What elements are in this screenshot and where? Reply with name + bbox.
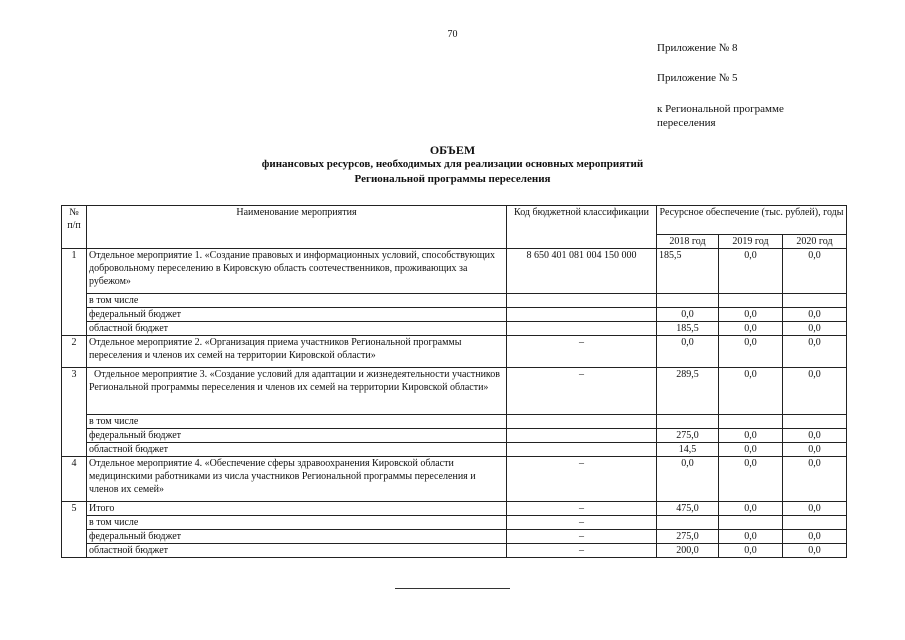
- row-num: 2: [62, 336, 87, 368]
- row-code: [507, 443, 657, 457]
- row-2020: [783, 294, 847, 308]
- row-2020: 0,0: [783, 502, 847, 516]
- financing-table: [61, 205, 847, 558]
- row-name: Отдельное мероприятие 1. «Создание правовых и информационных условий, способствующих добровольному переселению в Кировскую область соотечественников, проживающих за рубежом»: [87, 249, 507, 294]
- row-2018: [657, 415, 719, 429]
- row-name: областной бюджет: [87, 322, 507, 336]
- row-code: [507, 322, 657, 336]
- appendix-label-5: Приложение № 5: [657, 72, 738, 84]
- header-2018: 2018 год: [657, 235, 719, 249]
- row-2019: 0,0: [719, 429, 783, 443]
- row-2020: 0,0: [783, 308, 847, 322]
- appendix-program-label: к Региональной программе переселения: [657, 103, 784, 129]
- row-2019: 0,0: [719, 502, 783, 516]
- row-name: областной бюджет: [87, 443, 507, 457]
- table-row: [62, 530, 847, 544]
- table-row: [62, 457, 847, 502]
- row-2018: 185,5: [657, 322, 719, 336]
- header-2019: 2019 год: [719, 235, 783, 249]
- row-2020: [783, 516, 847, 530]
- row-name: Итого: [87, 502, 507, 516]
- row-2020: 0,0: [783, 322, 847, 336]
- doc-title: ОБЪЕМ: [429, 143, 476, 157]
- row-num: 4: [62, 457, 87, 502]
- row-code: [507, 429, 657, 443]
- row-name: Отдельное мероприятие 3. «Создание условий для адаптации и жизнедеятельности участников Региональной программы переселения и членов их семей на территории Кировской области»: [87, 368, 507, 415]
- table-row: [62, 308, 847, 322]
- table-row: [62, 368, 847, 415]
- row-2018: [657, 294, 719, 308]
- row-2018: 14,5: [657, 443, 719, 457]
- row-2020: 0,0: [783, 457, 847, 502]
- row-num: 3: [62, 368, 87, 457]
- row-2019: 0,0: [719, 457, 783, 502]
- footer-divider: [395, 588, 510, 589]
- table-row: [62, 249, 847, 294]
- row-code: 8 650 401 081 004 150 000: [507, 249, 657, 294]
- row-2018: [657, 516, 719, 530]
- row-code: [507, 294, 657, 308]
- row-2020: 0,0: [783, 429, 847, 443]
- row-2018: 0,0: [657, 308, 719, 322]
- row-name: федеральный бюджет: [87, 530, 507, 544]
- row-2019: 0,0: [719, 443, 783, 457]
- row-code: –: [507, 530, 657, 544]
- table-row: [62, 502, 847, 516]
- header-name: Наименование мероприятия: [87, 206, 507, 249]
- row-name: Отдельное мероприятие 2. «Организация приема участников Региональной программы переселения и членов их семей на территории Кировской области»: [87, 336, 507, 368]
- row-name: областной бюджет: [87, 544, 507, 558]
- row-2019: 0,0: [719, 249, 783, 294]
- row-num: 1: [62, 249, 87, 336]
- row-code: –: [507, 368, 657, 415]
- row-code: –: [507, 457, 657, 502]
- row-code: [507, 415, 657, 429]
- row-2019: 0,0: [719, 322, 783, 336]
- table-row: [62, 544, 847, 558]
- row-2018: 275,0: [657, 530, 719, 544]
- row-code: –: [507, 544, 657, 558]
- row-2018: 275,0: [657, 429, 719, 443]
- row-code: –: [507, 516, 657, 530]
- row-code: –: [507, 336, 657, 368]
- row-2019: 0,0: [719, 336, 783, 368]
- row-2020: 0,0: [783, 530, 847, 544]
- row-2018: 289,5: [657, 368, 719, 415]
- row-2019: 0,0: [719, 308, 783, 322]
- row-name: федеральный бюджет: [87, 429, 507, 443]
- row-2019: 0,0: [719, 368, 783, 415]
- doc-subtitle-line1: финансовых ресурсов, необходимых для реализации основных мероприятий: [261, 158, 644, 170]
- header-num: № п/п: [62, 206, 87, 249]
- row-name: в том числе: [87, 516, 507, 530]
- appendix-label-8: Приложение № 8: [657, 42, 738, 54]
- doc-subtitle-line2: Региональной программы переселения: [354, 173, 551, 185]
- row-2019: [719, 294, 783, 308]
- row-2018: 0,0: [657, 457, 719, 502]
- row-2020: 0,0: [783, 368, 847, 415]
- table-row: [62, 443, 847, 457]
- table-row: [62, 322, 847, 336]
- row-2020: 0,0: [783, 249, 847, 294]
- row-2019: [719, 516, 783, 530]
- row-name: в том числе: [87, 415, 507, 429]
- row-2020: 0,0: [783, 443, 847, 457]
- row-name: в том числе: [87, 294, 507, 308]
- table-row: [62, 516, 847, 530]
- row-2020: 0,0: [783, 336, 847, 368]
- row-name: федеральный бюджет: [87, 308, 507, 322]
- row-name: Отдельное мероприятие 4. «Обеспечение сферы здравоохранения Кировской области медицинскими работниками из числа участников Региональной программы переселения и членов их семей»: [87, 457, 507, 502]
- row-2019: 0,0: [719, 544, 783, 558]
- row-2018: 0,0: [657, 336, 719, 368]
- row-2019: 0,0: [719, 530, 783, 544]
- header-2020: 2020 год: [783, 235, 847, 249]
- table-row: [62, 429, 847, 443]
- table-row: [62, 294, 847, 308]
- table-row: [62, 415, 847, 429]
- header-resource: Ресурсное обеспечение (тыс. рублей), годы: [657, 206, 847, 235]
- row-code: [507, 308, 657, 322]
- row-2020: [783, 415, 847, 429]
- row-2019: [719, 415, 783, 429]
- row-code: –: [507, 502, 657, 516]
- page-number: 70: [447, 29, 458, 40]
- row-2018: 200,0: [657, 544, 719, 558]
- table-row: [62, 336, 847, 368]
- row-2020: 0,0: [783, 544, 847, 558]
- row-2018: 185,5: [657, 249, 719, 294]
- row-2018: 475,0: [657, 502, 719, 516]
- header-code: Код бюджетной классификации: [507, 206, 657, 249]
- row-num: 5: [62, 502, 87, 558]
